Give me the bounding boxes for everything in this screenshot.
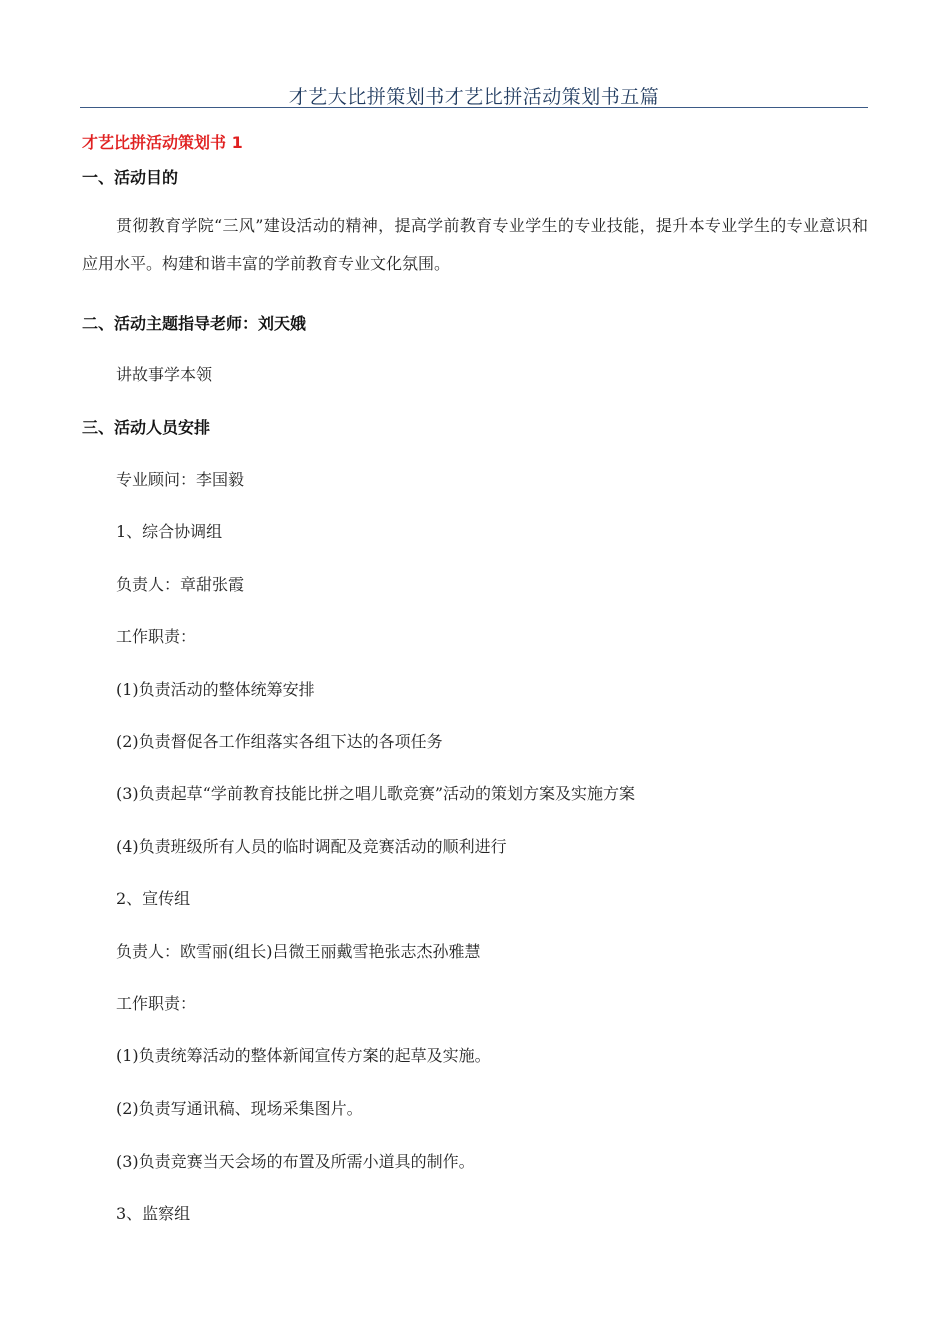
staff-line: (1)负责统筹活动的整体新闻宣传方案的起草及实施。 <box>116 1046 491 1065</box>
purpose-paragraph: 贯彻教育学院“三风”建设活动的精神，提高学前教育专业学生的专业技能，提升本专业学生的专业意识和应用水平。构建和谐丰富的学前教育专业文化氛围。 <box>82 216 868 273</box>
section-heading-purpose: 一、活动目的 <box>82 168 179 187</box>
staff-line: 2、宣传组 <box>116 889 191 908</box>
staff-line: 工作职责： <box>116 994 197 1013</box>
staff-line: (4)负责班级所有人员的临时调配及竞赛活动的顺利进行 <box>116 837 507 856</box>
document-title: 才艺比拼活动策划书 1 <box>82 133 243 152</box>
staff-line: (2)负责督促各工作组落实各组下达的各项任务 <box>116 732 443 751</box>
staff-line: (3)负责起草“学前教育技能比拼之唱儿歌竞赛”活动的策划方案及实施方案 <box>116 784 636 803</box>
staff-line: (2)负责写通讯稿、现场采集图片。 <box>116 1099 363 1118</box>
section-heading-staffing: 三、活动人员安排 <box>82 418 211 437</box>
theme-line: 讲故事学本领 <box>116 365 213 384</box>
staff-line: 负责人：欧雪丽(组长)吕微王丽戴雪艳张志杰孙雅慧 <box>116 942 481 961</box>
staff-line: 工作职责： <box>116 627 197 646</box>
staff-line: 1、综合协调组 <box>116 522 223 541</box>
staff-line: 3、监察组 <box>116 1204 191 1223</box>
staff-line: 负责人：章甜张霞 <box>116 575 245 594</box>
header-divider <box>80 107 868 108</box>
staff-line: (1)负责活动的整体统筹安排 <box>116 680 315 699</box>
document-header-title: 才艺大比拼策划书才艺比拼活动策划书五篇 <box>288 86 660 108</box>
section-heading-theme: 二、活动主题指导老师：刘天娥 <box>82 314 307 333</box>
staff-line: 专业顾问：李国毅 <box>116 470 245 489</box>
staff-line: (3)负责竞赛当天会场的布置及所需小道具的制作。 <box>116 1152 475 1171</box>
